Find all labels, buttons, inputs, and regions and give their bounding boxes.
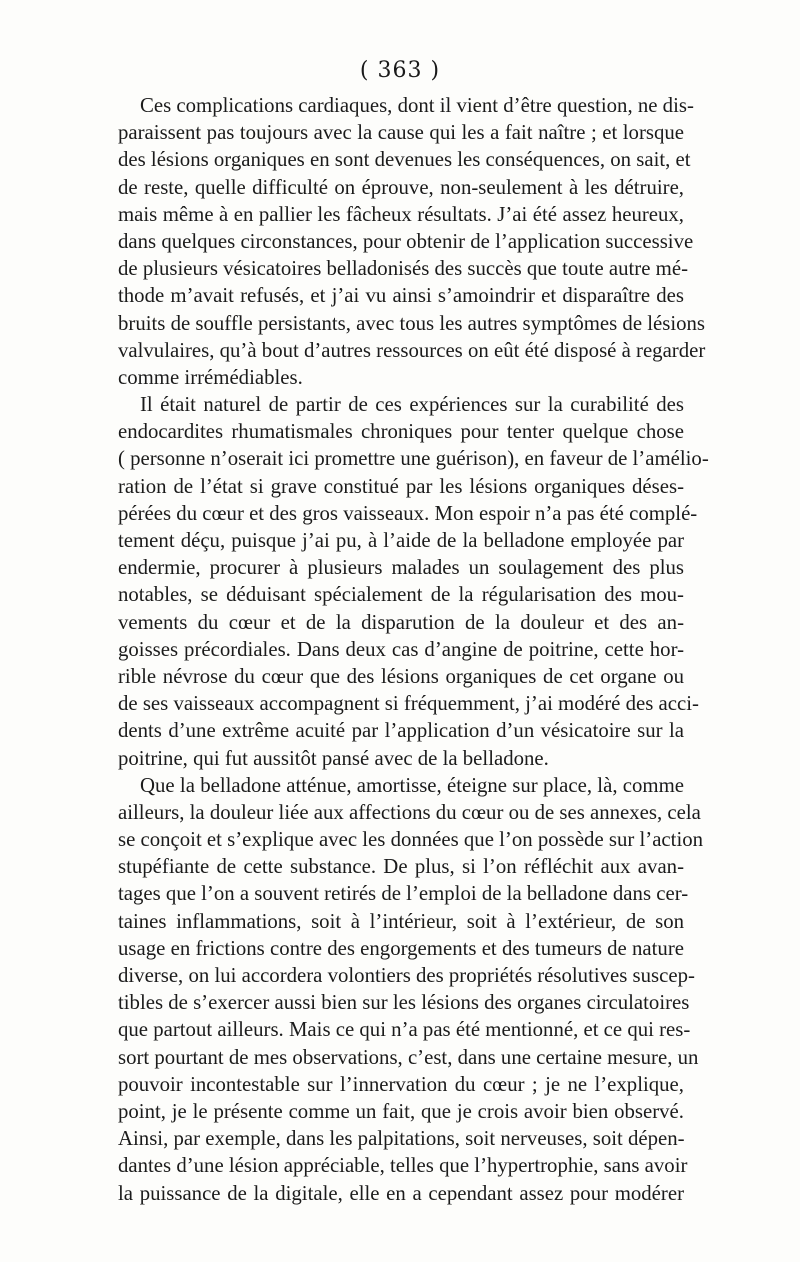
body-text xyxy=(118,92,709,1207)
text-line: dents d’une extrême acuité par l’application d’un vésicatoire sur la xyxy=(118,719,684,743)
text-line: tages que l’on a souvent retirés de l’emploi de la belladone dans cer- xyxy=(118,882,689,906)
text-line: la puissance de la digitale, elle en a cependant assez pour modérer xyxy=(118,1181,684,1205)
text-line: de plusieurs vésicatoires belladonisés des succès que toute autre mé- xyxy=(118,257,688,281)
text-line: bruits de souffle persistants, avec tous les autres symptômes de lésions xyxy=(118,311,706,335)
text-line: dans quelques circonstances, pour obtenir de l’application successive xyxy=(118,229,694,253)
text-line: pérées du cœur et des gros vaisseaux. Mon espoir n’a pas été complé- xyxy=(118,501,698,525)
text-line: valvulaires, qu’à bout d’autres ressources on eût été disposé à regarder xyxy=(118,338,706,362)
paragraph xyxy=(118,772,704,1207)
text-line: usage en frictions contre des engorgements et des tumeurs de nature xyxy=(118,936,684,960)
text-line: des lésions organiques en sont devenues les conséquences, on sait, et xyxy=(118,148,691,172)
text-line: diverse, on lui accordera volontiers des propriétés résolutives suscep- xyxy=(118,964,695,987)
text-line: mais même à en pallier les fâcheux résultats. J’ai été assez heureux, xyxy=(118,202,684,226)
text-line: Ainsi, par exemple, dans les palpitations, soit nerveuses, soit dépen- xyxy=(118,1127,685,1151)
text-line: sort pourtant de mes observations, c’est, dans une certaine mesure, un xyxy=(118,1045,699,1069)
text-line: ration de l’état si grave constitué par les lésions organiques déses- xyxy=(118,474,684,498)
text-line: taines inflammations, soit à l’intérieur, soit à l’extérieur, de son xyxy=(118,909,684,933)
text-line: endermie, procurer à plusieurs malades un soulagement des plus xyxy=(118,556,684,580)
text-line: comme irrémédiables. xyxy=(118,365,303,389)
text-line: dantes d’une lésion appréciable, telles que l’hypertrophie, sans avoir xyxy=(118,1154,688,1178)
text-line: endocardites rhumatismales chroniques pour tenter quelque chose xyxy=(118,420,684,444)
text-line: Il était naturel de partir de ces expériences sur la curabilité des xyxy=(140,393,684,417)
text-line: thode m’avait refusés, et j’ai vu ainsi s’amoindrir et disparaître des xyxy=(118,284,684,308)
text-line: paraissent pas toujours avec la cause qui les a fait naître ; et lorsque xyxy=(118,121,684,145)
text-line: que partout ailleurs. Mais ce qui n’a pas été mentionné, et ce qui res- xyxy=(118,1018,691,1042)
text-line: notables, se déduisant spécialement de la régularisation des mou- xyxy=(118,583,684,607)
text-line: point, je le présente comme un fait, que je crois avoir bien observé. xyxy=(118,1099,684,1123)
text-line: pouvoir incontestable sur l’innervation du cœur ; je ne l’explique, xyxy=(118,1072,684,1096)
paragraph xyxy=(118,391,709,772)
text-line: poitrine, qui fut aussitôt pansé avec de la belladone. xyxy=(118,746,549,770)
text-line: se conçoit et s’explique avec les données que l’on possède sur l’action xyxy=(118,828,704,852)
paragraph xyxy=(118,92,706,391)
text-line: tibles de s’exercer aussi bien sur les lésions des organes circulatoires xyxy=(118,991,690,1015)
text-line: ( personne n’oserait ici promettre une guérison), en faveur de l’amélio- xyxy=(118,447,709,471)
text-line: Ces complications cardiaques, dont il vient d’être question, ne dis- xyxy=(140,94,694,117)
text-line: vements du cœur et de la disparution de la douleur et des an- xyxy=(118,610,684,634)
text-line: goisses précordiales. Dans deux cas d’angine de poitrine, cette hor- xyxy=(118,637,684,661)
text-line: de reste, quelle difficulté on éprouve, non-seulement à les détruire, xyxy=(118,175,684,199)
page-number: ( 363 ) xyxy=(359,58,441,83)
text-line: ailleurs, la douleur liée aux affections du cœur ou de ses annexes, cela xyxy=(118,800,701,824)
text-line: stupéfiante de cette substance. De plus, si l’on réfléchit aux avan- xyxy=(118,855,684,879)
text-line: de ses vaisseaux accompagnent si fréquemment, j’ai modéré des acci- xyxy=(118,692,699,716)
text-line: tement déçu, puisque j’ai pu, à l’aide de la belladone employée par xyxy=(118,529,684,552)
text-line: rible névrose du cœur que des lésions organiques de cet organe ou xyxy=(118,664,684,688)
text-line: Que la belladone atténue, amortisse, éteigne sur place, là, comme xyxy=(140,773,684,797)
